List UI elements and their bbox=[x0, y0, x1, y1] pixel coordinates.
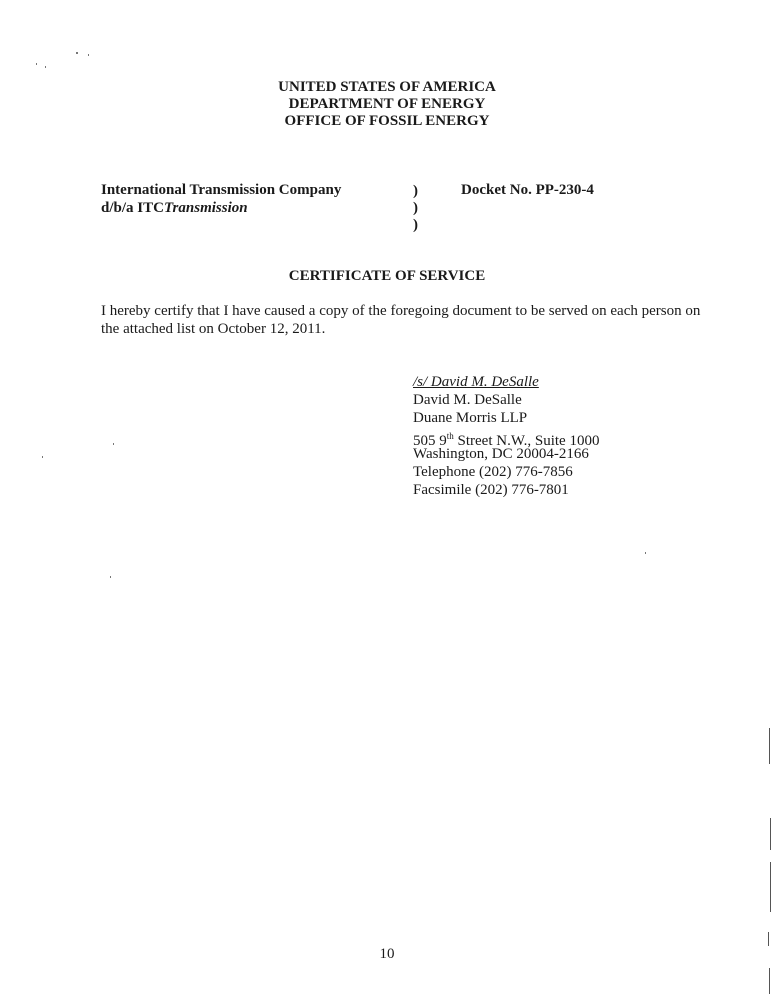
party-dba-prefix: d/b/a ITC bbox=[101, 200, 164, 216]
scan-edge-line bbox=[770, 818, 771, 850]
certificate-title: CERTIFICATE OF SERVICE bbox=[288, 268, 486, 284]
page-number: 10 bbox=[379, 946, 395, 962]
party-name: International Transmission Company bbox=[101, 182, 342, 198]
caption-paren: ) bbox=[413, 200, 418, 216]
scan-edge-line bbox=[768, 932, 769, 946]
scan-edge-line bbox=[770, 862, 771, 912]
signature-line: /s/ David M. DeSalle bbox=[413, 374, 539, 390]
address-street: Street N.W., Suite 1000 bbox=[453, 433, 600, 449]
scan-speck bbox=[88, 54, 89, 56]
certificate-body-line2: the attached list on October 12, 2011. bbox=[101, 321, 326, 337]
caption-paren: ) bbox=[413, 183, 418, 199]
scan-speck bbox=[36, 63, 37, 65]
scan-speck bbox=[76, 52, 78, 54]
scan-speck bbox=[45, 66, 46, 68]
scan-speck bbox=[110, 576, 111, 578]
address-number: 505 9 bbox=[413, 433, 447, 449]
scan-speck bbox=[645, 552, 646, 554]
certificate-body-line1: I hereby certify that I have caused a copy of the foregoing document to be served on each person on bbox=[101, 303, 701, 319]
signer-city: Washington, DC 20004-2166 bbox=[413, 446, 589, 462]
scan-speck bbox=[113, 443, 114, 445]
header-office: OFFICE OF FOSSIL ENERGY bbox=[284, 113, 490, 129]
scan-speck bbox=[42, 456, 43, 458]
party-dba bbox=[101, 199, 248, 218]
signer-telephone: Telephone (202) 776-7856 bbox=[413, 464, 573, 480]
signer-name: David M. DeSalle bbox=[413, 392, 522, 408]
signer-firm: Duane Morris LLP bbox=[413, 410, 528, 426]
header-agency-country: UNITED STATES OF AMERICA bbox=[278, 79, 496, 95]
scan-edge-line bbox=[769, 728, 770, 764]
party-dba-italic: Transmission bbox=[163, 200, 248, 216]
scan-edge-line bbox=[769, 968, 770, 994]
caption-paren: ) bbox=[413, 217, 418, 233]
docket-number: Docket No. PP-230-4 bbox=[461, 182, 594, 198]
signer-facsimile: Facsimile (202) 776-7801 bbox=[413, 482, 569, 498]
header-department: DEPARTMENT OF ENERGY bbox=[288, 96, 486, 112]
address-superscript: th bbox=[446, 431, 454, 441]
